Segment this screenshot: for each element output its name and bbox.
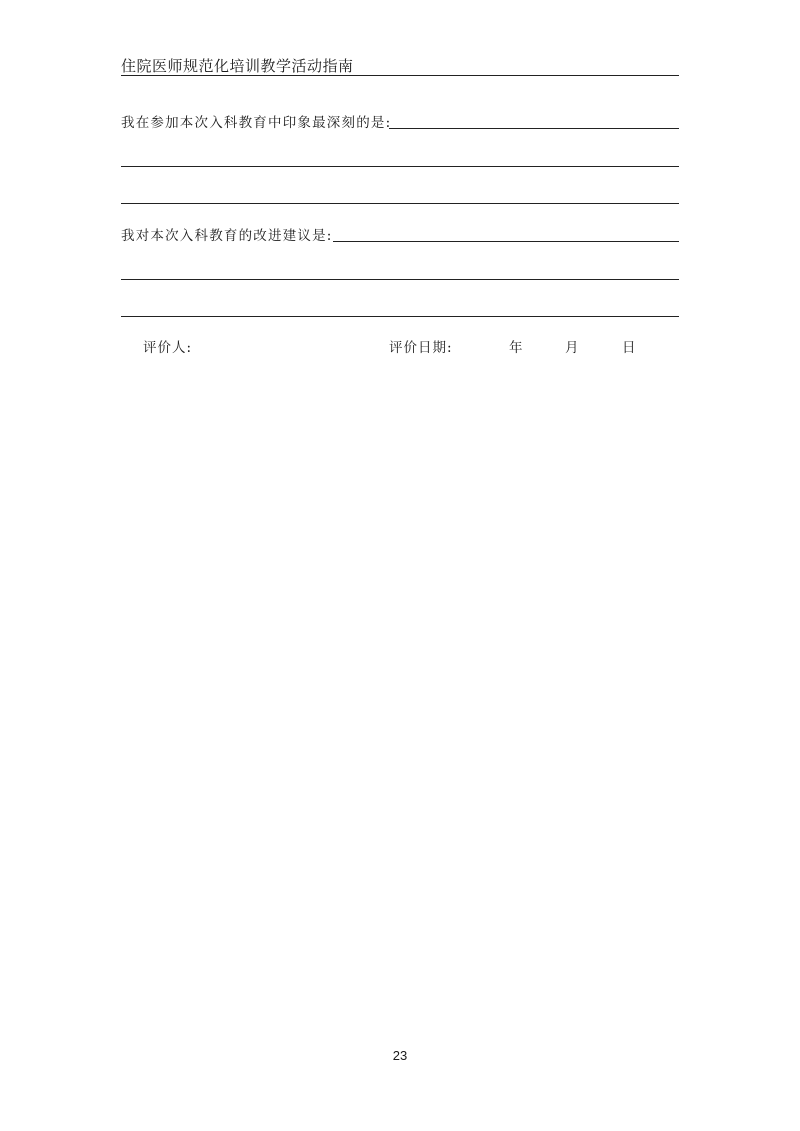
running-header: 住院医师规范化培训教学活动指南 — [121, 57, 354, 75]
impression-answer-line-1[interactable] — [389, 128, 679, 129]
header-rule — [121, 75, 679, 76]
month-label: 月 — [565, 340, 580, 356]
impression-answer-line-2[interactable] — [121, 166, 679, 167]
day-label: 日 — [622, 340, 637, 356]
impression-answer-line-3[interactable] — [121, 203, 679, 204]
page-number: 23 — [392, 1048, 408, 1063]
suggestion-answer-line-3[interactable] — [121, 316, 679, 317]
impression-prompt: 我在参加本次入科教育中印象最深刻的是: — [121, 115, 392, 131]
evaluation-date-label: 评价日期: — [389, 340, 453, 356]
year-label: 年 — [509, 340, 524, 356]
suggestion-answer-line-1[interactable] — [333, 241, 679, 242]
evaluator-label: 评价人: — [143, 340, 193, 356]
suggestion-answer-line-2[interactable] — [121, 279, 679, 280]
suggestion-prompt: 我对本次入科教育的改进建议是: — [121, 228, 333, 244]
